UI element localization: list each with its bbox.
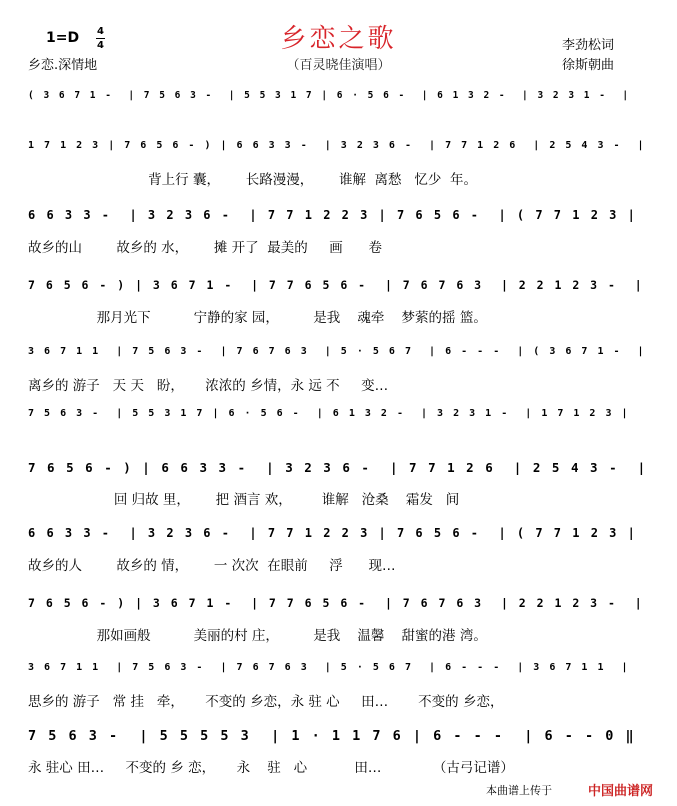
notes-line: 7 6 5 6 - ) | 3 6 7 1 - | 7 7 6 5 6 - | 7 6 7 6 3 | 2 2 1 2 3 - | xyxy=(28,596,644,610)
time-numerator: 4 xyxy=(97,26,104,37)
notes-line: 7 6 5 6 - ) | 6 6 3 3 - | 3 2 3 6 - | 7 7 1 2 6 | 2 5 4 3 - | xyxy=(28,460,648,475)
notes-line: 6 6 3 3 - | 3 2 3 6 - | 7 7 1 2 2 3 | 7 6 5 6 - | ( 7 7 1 2 3 | xyxy=(28,526,637,540)
time-signature xyxy=(96,26,105,51)
key-signature: 1=D xyxy=(46,30,80,46)
time-signature-bar xyxy=(96,38,105,39)
notes-line: 7 6 5 6 - ) | 3 6 7 1 - | 7 7 6 5 6 - | 7 6 7 6 3 | 2 2 1 2 3 - | xyxy=(28,278,644,292)
notes-line: 6 6 3 3 - | 3 2 3 6 - | 7 7 1 2 2 3 | 7 6 5 6 - | ( 7 7 1 2 3 | xyxy=(28,208,637,222)
lyrics-line: 故乡的人 故乡的 情， 一 次次 在眼前 浮 现… xyxy=(28,558,396,574)
lyrics-line: 回 归故 里， 把 酒言 欢， 谁解 沧桑 霜发 间 xyxy=(28,492,460,508)
composer-credit: 徐斯朝曲 xyxy=(562,58,615,73)
upload-note: 本曲谱上传于 xyxy=(486,784,552,797)
notes-line: ( 3 6 7 1 - | 7 5 6 3 - | 5 5 3 1 7 | 6 · 5 6 - | 6 1 3 2 - | 3 2 3 1 - | xyxy=(28,90,631,101)
song-subtitle: （百灵晓佳演唱） xyxy=(286,58,391,73)
notes-line: 1 7 1 2 3 | 7 6 5 6 - ) | 6 6 3 3 - | 3 2 3 6 - | 7 7 1 2 6 | 2 5 4 3 - | xyxy=(28,140,646,151)
expression-mark: 乡恋.深情地 xyxy=(28,58,98,73)
notes-line: 7 5 6 3 - | 5 5 5 5 3 | 1 · 1 1 7 6 | 6 - - - | 6 - - 0 ‖ xyxy=(28,728,636,744)
lyrics-line: 那如画般 美丽的村 庄， 是我 温馨 甜蜜的港 湾。 xyxy=(28,628,487,644)
notes-line: 3 6 7 1 1 | 7 5 6 3 - | 7 6 7 6 3 | 5 · 5 6 7 | 6 - - - | ( 3 6 7 1 - | xyxy=(28,346,646,357)
lyricist-credit: 李劲松词 xyxy=(562,38,615,53)
lyrics-line: 思乡的 游子 常 挂 牵， 不变的 乡恋，永 驻 心 田… 不变的 乡恋， xyxy=(28,694,504,710)
site-logo: 中国曲谱网 xyxy=(588,784,654,799)
lyrics-line: 背上行 囊， 长路漫漫， 谁解 离愁 忆少 年。 xyxy=(28,172,477,188)
lyrics-line: 那月光下 宁静的家 园， 是我 魂牵 梦萦的摇 篮。 xyxy=(28,310,487,326)
notes-line: 7 5 6 3 - | 5 5 3 1 7 | 6 · 5 6 - | 6 1 3 2 - | 3 2 3 1 - | 1 7 1 2 3 | xyxy=(28,408,630,419)
lyrics-line: 故乡的山 故乡的 水， 摊 开了 最美的 画 卷 xyxy=(28,240,382,256)
lyrics-line: 永 驻心 田… 不变的 乡 恋， 永 驻 心 田… （古弓记谱） xyxy=(28,760,514,776)
notes-line: 3 6 7 1 1 | 7 5 6 3 - | 7 6 7 6 3 | 5 · 5 6 7 | 6 - - - | 3 6 7 1 1 | xyxy=(28,662,630,673)
song-title: 乡恋之歌 xyxy=(280,24,397,54)
time-denominator: 4 xyxy=(97,40,104,51)
lyrics-line: 离乡的 游子 天 天 盼， 浓浓的 乡情，永 远 不 变… xyxy=(28,378,389,394)
